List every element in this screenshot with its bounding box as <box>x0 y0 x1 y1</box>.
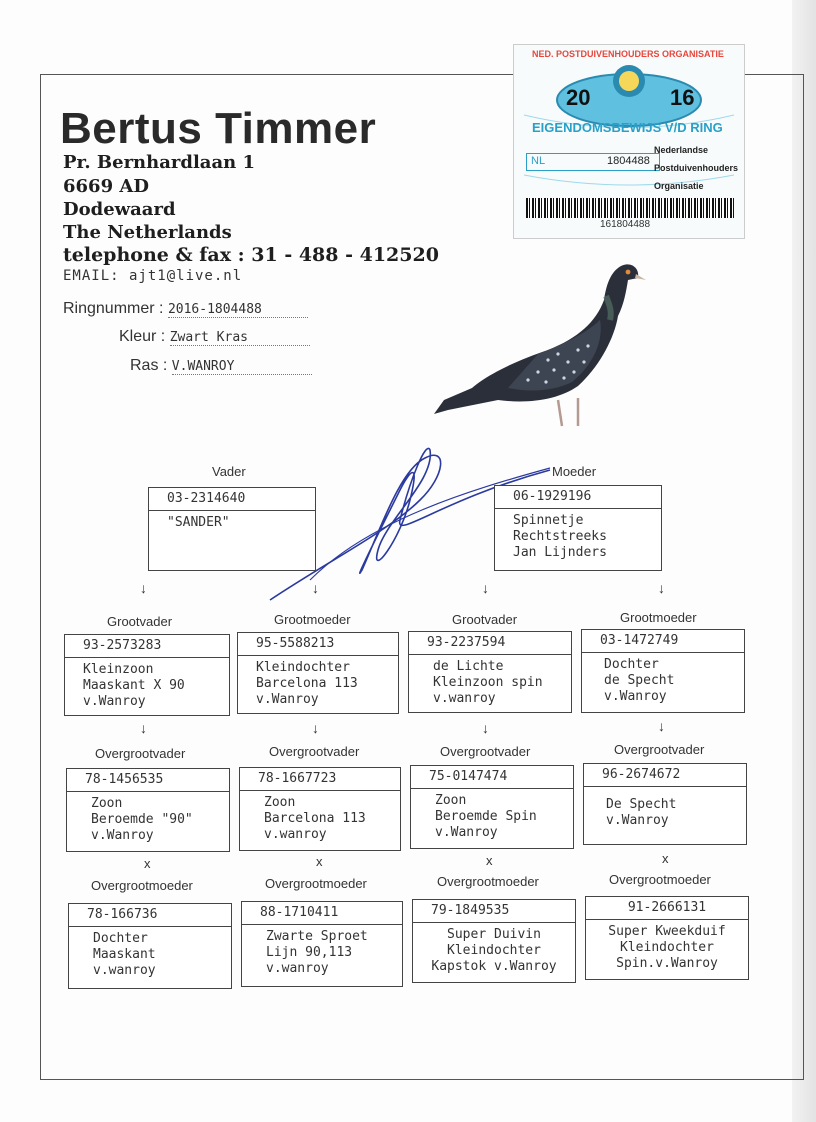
great-grandmother-ring: 88-1710411 <box>242 902 402 925</box>
great-grandfather-ring: 96-2674672 <box>584 764 746 787</box>
detail-line: Kleindochter <box>620 940 714 955</box>
card-ring-box <box>526 153 660 171</box>
color-field <box>119 328 310 346</box>
ring-number-label: Ringnummer : <box>63 300 164 317</box>
owner-postcode: 6669 AD <box>63 176 149 197</box>
gen2-label: Grootvader <box>107 614 173 629</box>
great-grandmother-details <box>242 925 402 977</box>
detail-line: v.wanroy <box>93 963 156 978</box>
great-grandmother-card <box>241 901 403 987</box>
detail-line: Zwarte Sproet <box>266 929 368 944</box>
detail-line: de Specht <box>604 673 675 688</box>
detail-line: Zoon <box>264 795 296 810</box>
great-grandfather-details <box>240 791 400 843</box>
detail-line: Kleinzoon <box>83 662 154 677</box>
great-grandmother-card <box>585 896 749 980</box>
cross-mark: x <box>662 851 669 866</box>
great-grandmother-details <box>69 927 231 979</box>
gen3b-label: Overgrootmoeder <box>437 874 539 889</box>
gen3a-label: Overgrootvader <box>269 744 360 759</box>
detail-line: Kapstok v.Wanroy <box>431 959 557 974</box>
owner-email: EMAIL: ajt1@live.nl <box>63 268 243 284</box>
cross-mark: x <box>486 853 493 868</box>
dam-line: Jan Lijnders <box>513 545 607 560</box>
card-year-right: 16 <box>670 85 695 110</box>
ring-ownership-card <box>513 44 745 239</box>
gen3b-label: Overgrootmoeder <box>265 876 367 891</box>
detail-line: Super Kweekduif <box>608 924 726 939</box>
great-grandfather-ring: 78-1667723 <box>240 768 400 791</box>
sire-ring: 03-2314640 <box>149 488 315 511</box>
great-grandfather-card <box>583 763 747 845</box>
grandparent-card <box>237 632 399 714</box>
detail-line: Maaskant <box>93 947 156 962</box>
down-arrow: ↓ <box>312 720 319 736</box>
grandparent-ring: 93-2573283 <box>65 635 229 658</box>
gen3b-label: Overgrootmoeder <box>609 872 711 887</box>
card-country: NL <box>531 155 546 167</box>
grandparent-ring: 93-2237594 <box>409 632 571 655</box>
cross-mark: x <box>144 856 151 871</box>
detail-line: v.Wanroy <box>83 694 146 709</box>
pigeon-image <box>428 250 648 450</box>
detail-line: Beroemde Spin <box>435 809 537 824</box>
sire-label: Vader <box>212 464 246 479</box>
detail-line: v.Wanroy <box>91 828 154 843</box>
gen3a-label: Overgrootvader <box>440 744 531 759</box>
barcode-number: 161804488 <box>600 219 651 230</box>
detail-line: Zoon <box>91 796 123 811</box>
dam-details <box>495 509 661 561</box>
breed-field <box>130 357 312 375</box>
down-arrow: ↓ <box>312 580 319 596</box>
owner-street: Pr. Bernhardlaan 1 <box>63 152 255 173</box>
dam-label: Moeder <box>552 464 597 479</box>
grandparent-details <box>65 658 229 710</box>
great-grandmother-ring: 78-166736 <box>69 904 231 927</box>
great-grandmother-ring: 91-2666131 <box>586 897 748 920</box>
great-grandfather-card <box>410 765 574 849</box>
detail-line: v.wanroy <box>433 691 496 706</box>
great-grandfather-ring: 75-0147474 <box>411 766 573 789</box>
down-arrow: ↓ <box>482 720 489 736</box>
detail-line: Beroemde "90" <box>91 812 193 827</box>
detail-line: v.Wanroy <box>435 825 498 840</box>
dam-line: Spinnetje <box>513 513 584 528</box>
great-grandmother-details <box>413 923 575 975</box>
great-grandfather-details <box>67 792 229 844</box>
detail-line: Zoon <box>435 793 467 808</box>
detail-line: Kleindochter <box>447 943 541 958</box>
gen3b-label: Overgrootmoeder <box>91 878 193 893</box>
dam-line: Rechtstreeks <box>513 529 607 544</box>
detail-line: v.wanroy <box>264 827 327 842</box>
cross-mark: x <box>316 854 323 869</box>
gen2-label: Grootvader <box>452 612 518 627</box>
great-grandmother-card <box>68 903 232 989</box>
detail-line: Lijn 90,113 <box>266 945 353 960</box>
detail-line: Barcelona 113 <box>264 811 366 826</box>
grandparent-details <box>582 653 744 705</box>
sire-card <box>148 487 316 571</box>
breed-label: Ras : <box>130 357 168 374</box>
sire-details <box>149 511 315 531</box>
ring-number-value: 2016-1804488 <box>168 302 308 318</box>
great-grandfather-ring: 78-1456535 <box>67 769 229 792</box>
grandparent-details <box>238 656 398 708</box>
down-arrow: ↓ <box>658 718 665 734</box>
owner-city: Dodewaard <box>63 199 176 220</box>
gen3a-label: Overgrootvader <box>95 746 186 761</box>
grandparent-card <box>408 631 572 713</box>
owner-country: The Netherlands <box>63 222 232 243</box>
color-label: Kleur : <box>119 328 166 345</box>
owner-name: Bertus Timmer <box>60 104 377 153</box>
great-grandmother-ring: 79-1849535 <box>413 900 575 923</box>
grandparent-details <box>409 655 571 707</box>
card-year-left: 20 <box>566 85 591 110</box>
down-arrow: ↓ <box>140 580 147 596</box>
detail-line: Kleindochter <box>256 660 350 675</box>
grandparent-ring: 95-5588213 <box>238 633 398 656</box>
color-value: Zwart Kras <box>170 330 310 346</box>
gen3a-label: Overgrootvader <box>614 742 705 757</box>
card-side-n: Nederlandse <box>654 145 709 155</box>
gen2-label: Grootmoeder <box>274 612 351 627</box>
detail-line: de Lichte <box>433 659 504 674</box>
dam-ring: 06-1929196 <box>495 486 661 509</box>
detail-line: Super Duivin <box>447 927 541 942</box>
great-grandmother-details <box>586 920 748 972</box>
breed-value: V.WANROY <box>172 359 312 375</box>
card-ring-number: 1804488 <box>607 155 650 167</box>
great-grandfather-details <box>411 789 573 841</box>
detail-line: De Specht <box>606 797 677 812</box>
down-arrow: ↓ <box>482 580 489 596</box>
great-grandmother-card <box>412 899 576 983</box>
barcode <box>526 198 734 218</box>
card-title: EIGENDOMSBEWIJS V/D RING <box>532 120 723 135</box>
detail-line: Kleinzoon spin <box>433 675 543 690</box>
detail-line: v.Wanroy <box>604 689 667 704</box>
grandparent-card <box>64 634 230 716</box>
detail-line: Dochter <box>604 657 659 672</box>
detail-line: Maaskant X 90 <box>83 678 185 693</box>
owner-telephone: telephone & fax : 31 - 488 - 412520 <box>63 244 439 266</box>
card-side-p: Postduivenhouders <box>654 163 739 173</box>
card-side-o: Organisatie <box>654 181 704 191</box>
great-grandfather-card <box>66 768 230 852</box>
card-org: NED. POSTDUIVENHOUDERS ORGANISATIE <box>532 49 724 59</box>
down-arrow: ↓ <box>140 720 147 736</box>
great-grandfather-card <box>239 767 401 851</box>
great-grandfather-details <box>584 787 746 829</box>
down-arrow: ↓ <box>658 580 665 596</box>
ring-number-field <box>63 300 308 318</box>
gen2-label: Grootmoeder <box>620 610 697 625</box>
sire-line: "SANDER" <box>167 515 230 530</box>
detail-line: v.Wanroy <box>256 692 319 707</box>
detail-line: v.Wanroy <box>606 813 669 828</box>
dam-card <box>494 485 662 571</box>
detail-line: Spin.v.Wanroy <box>616 956 718 971</box>
grandparent-ring: 03-1472749 <box>582 630 744 653</box>
detail-line: v.wanroy <box>266 961 329 976</box>
detail-line: Barcelona 113 <box>256 676 358 691</box>
grandparent-card <box>581 629 745 713</box>
detail-line: Dochter <box>93 931 148 946</box>
